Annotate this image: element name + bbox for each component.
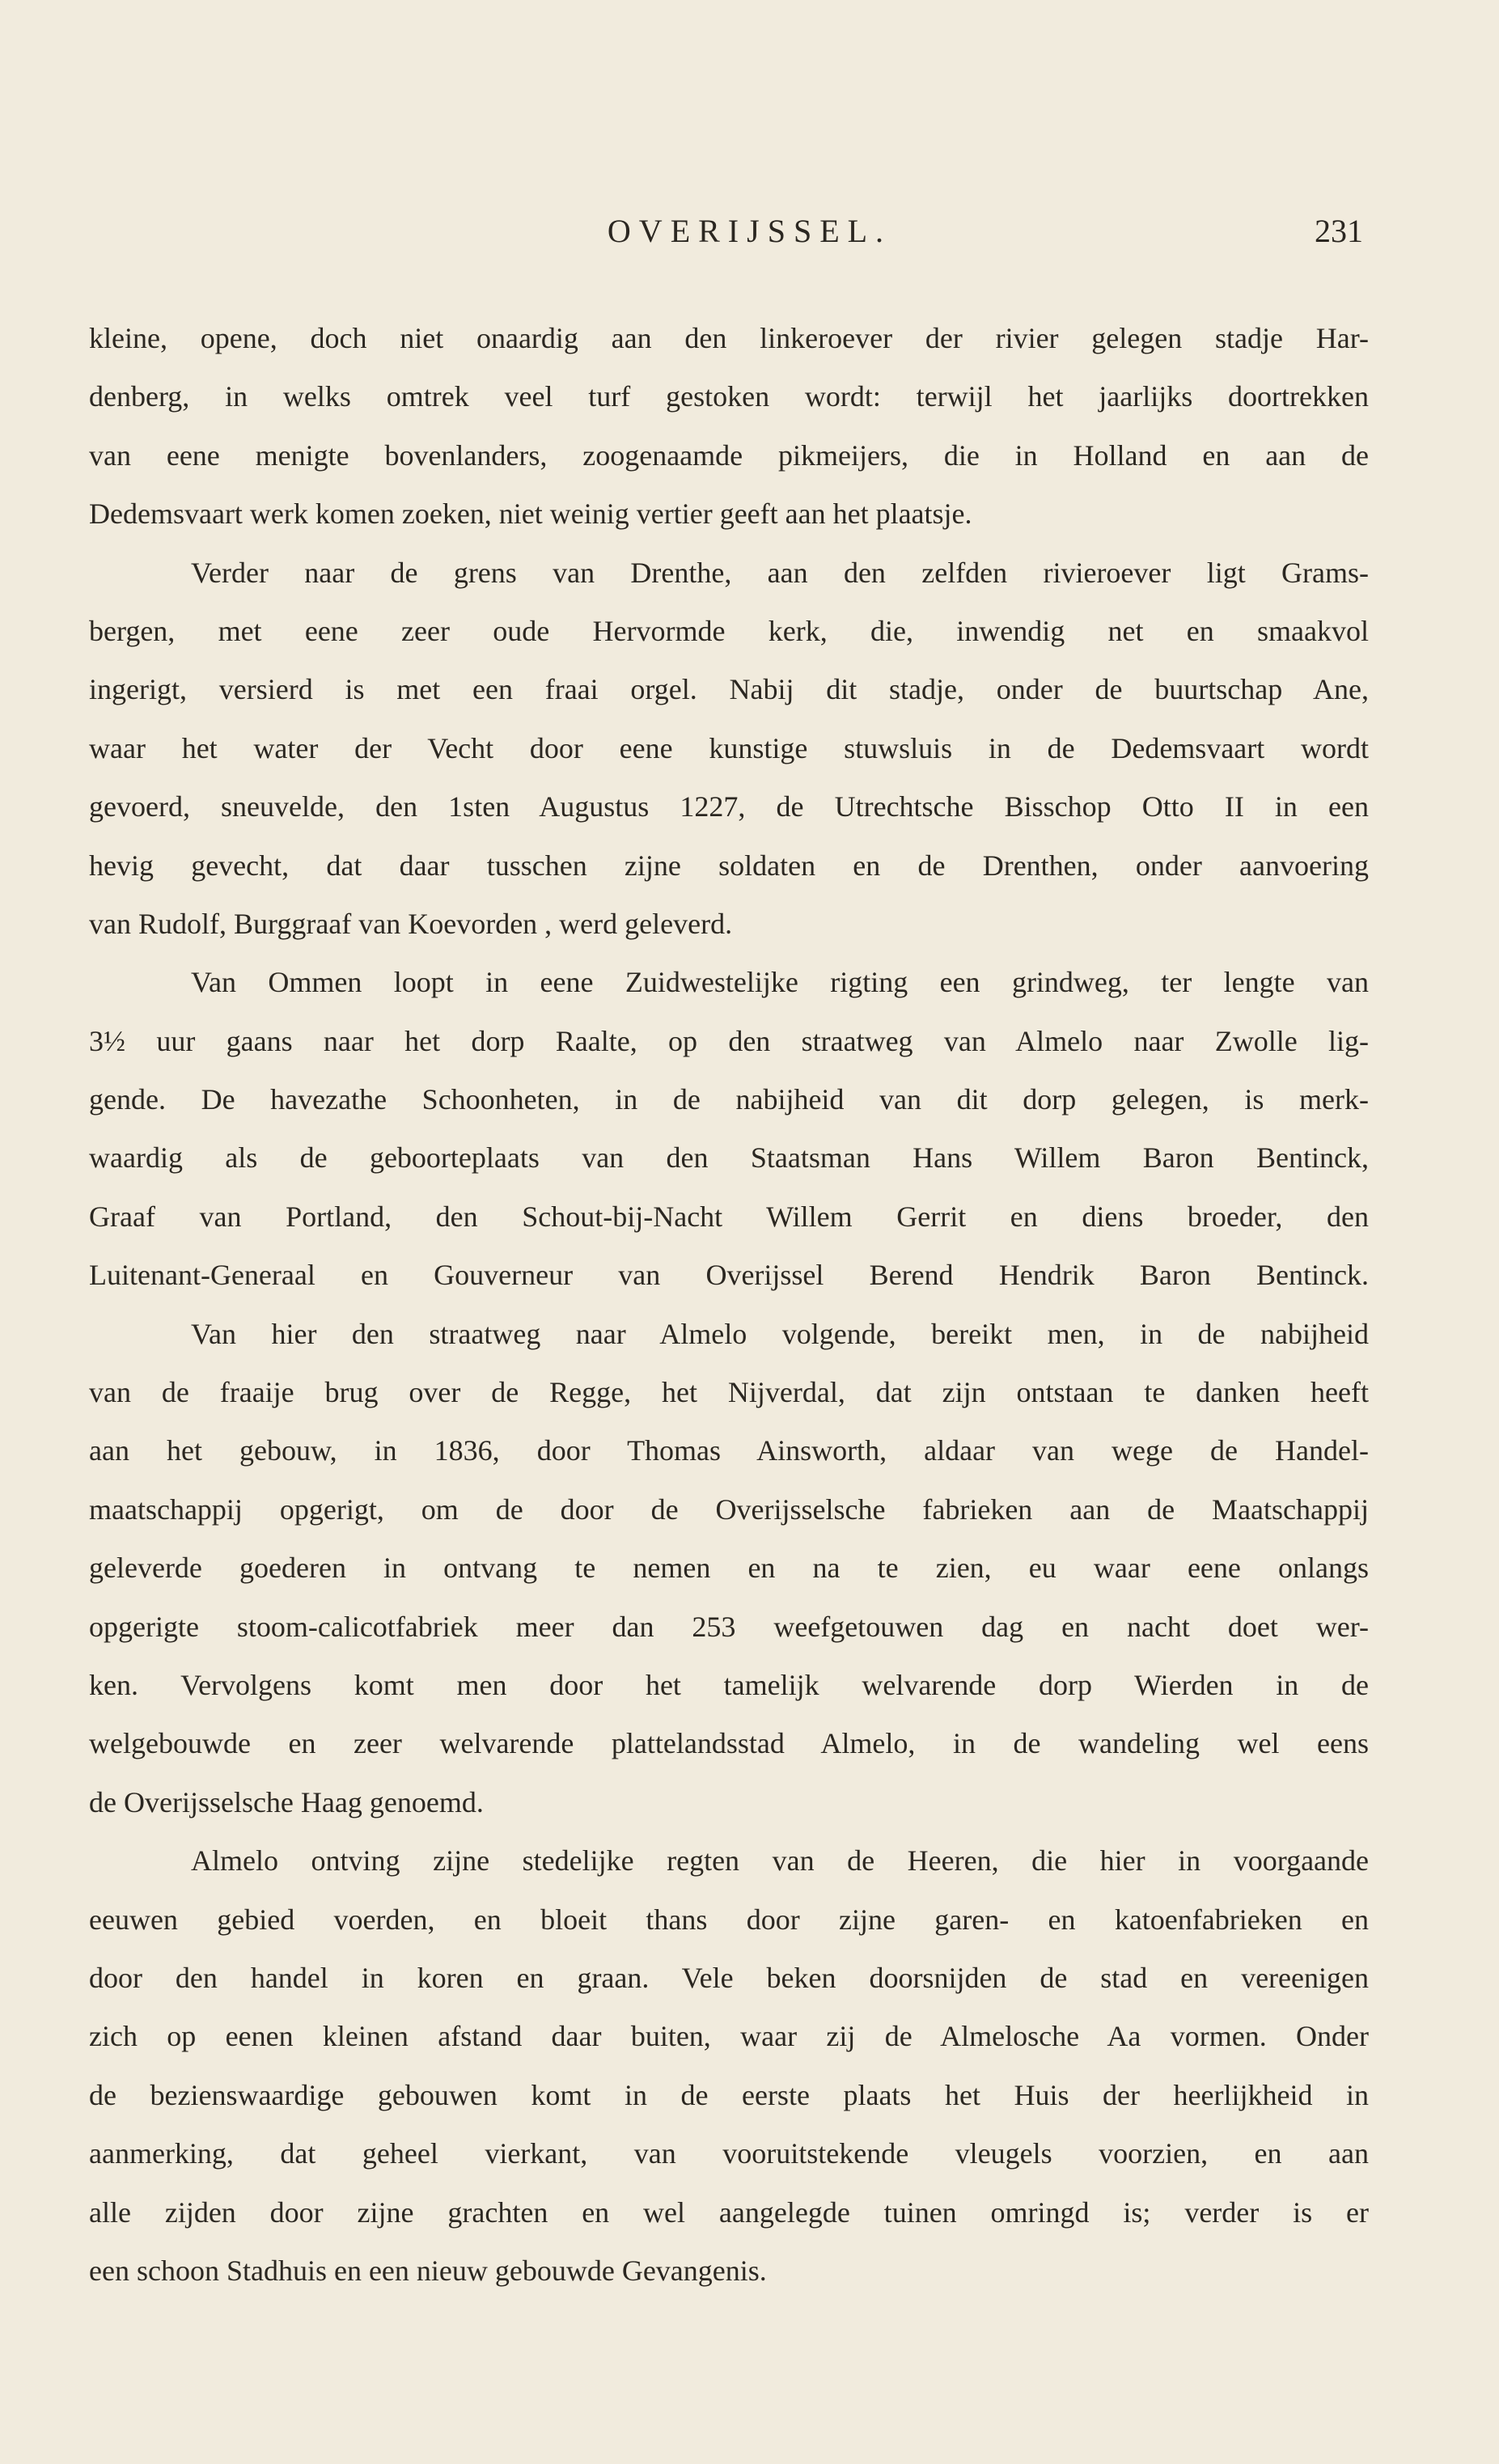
text-line: opgerigte stoom-calicotfabriek meer dan 253 weefgetouwen dag en nacht doet wer- <box>89 1610 1369 1643</box>
running-header <box>0 212 1499 260</box>
page-number: 231 <box>1315 213 1363 249</box>
text-line: van Rudolf, Burggraaf van Koevorden , werd geleverd. <box>89 907 733 940</box>
text-line: een schoon Stadhuis en een nieuw gebouwde Gevangenis. <box>89 2254 767 2287</box>
text-line: eeuwen gebied voerden, en bloeit thans door zijne garen- en katoenfabrieken en <box>89 1903 1369 1936</box>
text-line: Van hier den straatweg naar Almelo volgende, bereikt men, in de nabijheid <box>191 1317 1369 1350</box>
text-line: 3½ uur gaans naar het dorp Raalte, op den straatweg van Almelo naar Zwolle lig- <box>89 1024 1369 1057</box>
text-line: welgebouwde en zeer welvarende plattelandsstad Almelo, in de wandeling wel eens <box>89 1727 1369 1760</box>
text-line: hevig gevecht, dat daar tusschen zijne soldaten en de Drenthen, onder aanvoering <box>89 849 1369 882</box>
text-line: Dedemsvaart werk komen zoeken, niet weinig vertier geeft aan het plaatsje. <box>89 497 972 531</box>
text-line: Van Ommen loopt in eene Zuidwestelijke rigting een grindweg, ter lengte van <box>191 966 1369 999</box>
text-line: alle zijden door zijne grachten en wel aangelegde tuinen omringd is; verder is er <box>89 2195 1369 2229</box>
text-line: waar het water der Vecht door eene kunstige stuwsluis in de Dedemsvaart wordt <box>89 731 1369 764</box>
text-line: Almelo ontving zijne stedelijke regten van de Heeren, die hier in voorgaande <box>191 1844 1369 1878</box>
text-line: van eene menigte bovenlanders, zoogenaamde pikmeijers, die in Holland en aan de <box>89 438 1369 472</box>
text-line: Verder naar de grens van Drenthe, aan den zelfden rivieroever ligt Grams- <box>191 556 1369 589</box>
text-line: zich op eenen kleinen afstand daar buiten, waar zij de Almelosche Aa vormen. Onder <box>89 2020 1369 2053</box>
text-line: ingerigt, versierd is met een fraai orgel. Nabij dit stadje, onder de buurtschap Ane, <box>89 673 1369 706</box>
text-line: de bezienswaardige gebouwen komt in de eerste plaats het Huis der heerlijkheid in <box>89 2078 1369 2111</box>
text-line: waardig als de geboorteplaats van den Staatsman Hans Willem Baron Bentinck, <box>89 1141 1369 1175</box>
text-line: ken. Vervolgens komt men door het tamelijk welvarende dorp Wierden in de <box>89 1668 1369 1701</box>
text-line: van de fraaije brug over de Regge, het Nijverdal, dat zijn ontstaan te danken heeft <box>89 1376 1369 1409</box>
text-line: geleverde goederen in ontvang te nemen en na te zien, eu waar eene onlangs <box>89 1552 1369 1585</box>
body-text <box>89 309 1369 2300</box>
text-line: gevoerd, sneuvelde, den 1sten Augustus 1227, de Utrechtsche Bisschop Otto II in een <box>89 790 1369 823</box>
text-line: kleine, opene, doch niet onaardig aan den linkeroever der rivier gelegen stadje Har- <box>89 322 1369 354</box>
text-line: Graaf van Portland, den Schout-bij-Nacht Willem Gerrit en diens broeder, den <box>89 1200 1369 1233</box>
text-line: maatschappij opgerigt, om de door de Overijsselsche fabrieken aan de Maatschappij <box>89 1492 1369 1526</box>
text-line: aanmerking, dat geheel vierkant, van vooruitstekende vleugels voorzien, en aan <box>89 2137 1369 2170</box>
text-line: de Overijsselsche Haag genoemd. <box>89 1785 484 1818</box>
text-line: gende. De havezathe Schoonheten, in de nabijheid van dit dorp gelegen, is merk- <box>89 1083 1369 1116</box>
page-title: OVERIJSSEL. <box>607 213 892 249</box>
text-line: Luitenant-Generaal en Gouverneur van Overijssel Berend Hendrik Baron Bentinck. <box>89 1259 1369 1292</box>
text-line: door den handel in koren en graan. Vele beken doorsnijden de stad en vereenigen <box>89 1961 1369 1994</box>
text-line: bergen, met eene zeer oude Hervormde kerk, die, inwendig net en smaakvol <box>89 614 1369 647</box>
text-line: denberg, in welks omtrek veel turf gestoken wordt: terwijl het jaarlijks doortrekken <box>89 380 1369 413</box>
text-line: aan het gebouw, in 1836, door Thomas Ainsworth, aldaar van wege de Handel- <box>89 1434 1369 1467</box>
